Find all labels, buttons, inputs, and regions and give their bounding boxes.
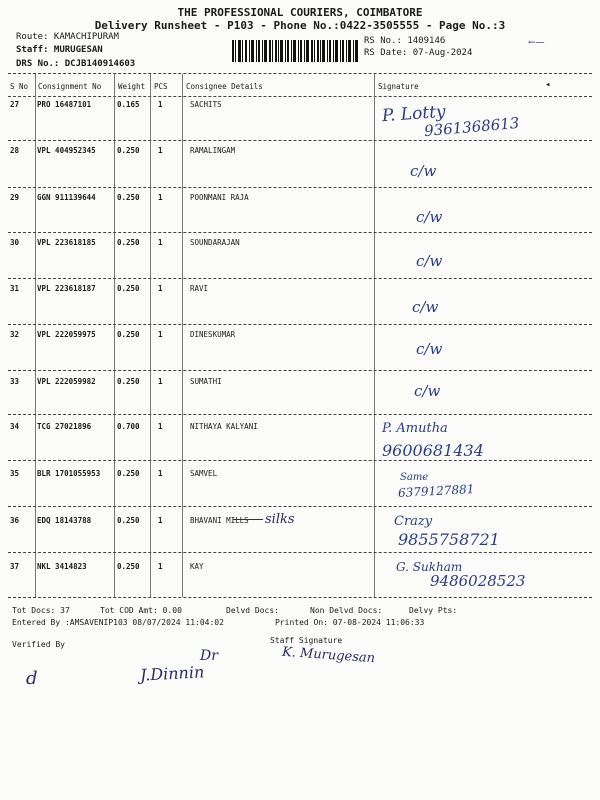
row-consignment: VPL 222059982 [37,377,96,386]
row-consignee: NITHAYA KALYANI [190,422,258,431]
row-weight: 0.250 [117,238,140,247]
row-signature: P. Lotty [381,101,447,127]
row-consignee: SACHITS [190,100,222,109]
row-consignee: SAMVEL [190,469,218,478]
col-separator [114,74,115,597]
row-signature: Same [400,472,429,483]
row-divider [8,506,592,507]
row-weight: 0.250 [117,146,140,155]
verified-initial-mark: d [26,668,38,689]
row-sno: 33 [10,377,20,386]
row-weight: 0.250 [117,516,140,525]
row-divider [8,187,592,188]
row-consignment: VPL 223618187 [37,284,96,293]
staff-signature-label: Staff Signature [270,636,343,645]
row-signature: P. Amutha [382,421,448,436]
row-pcs: 1 [158,377,163,386]
table-top-rule [8,73,592,74]
row-signature: c/w [416,252,443,270]
row-weight: 0.165 [117,100,140,109]
row-consignment: GGN 911139644 [37,193,96,202]
col-header-pcs: PCS [154,82,168,91]
route: Route: KAMACHIPURAM [16,32,119,42]
row-pcs: 1 [158,469,163,478]
row-weight: 0.700 [117,422,140,431]
row-consignment: BLR 1701055953 [37,469,101,478]
document-subtitle: Delivery Runsheet - P103 - Phone No.:0422-3505555 - Page No.:3 [94,19,506,32]
row-consignee-note: silks [265,512,295,527]
row-sno: 37 [10,562,20,571]
row-consignment: PRO 16487101 [37,100,92,109]
drs-number: DRS No.: DCJB140914603 [16,59,136,69]
barcode [232,40,358,62]
row-signature-phone: 6379127881 [397,482,475,500]
row-weight: 0.250 [117,377,140,386]
row-signature: c/w [414,382,441,400]
row-sno: 27 [10,100,20,109]
delivered-docs: Delvd Docs: [226,606,279,615]
row-divider [8,278,592,279]
verified-signature-top: Dr [200,648,218,664]
row-consignee: KAY [190,562,204,571]
verified-by-label: Verified By [12,640,65,649]
row-signature: c/w [412,298,439,316]
col-header-sno: S No [10,82,29,91]
total-cod-amount: Tot COD Amt: 0.00 [100,606,182,615]
row-weight: 0.250 [117,284,140,293]
row-signature: Crazy [394,514,433,529]
entered-by: Entered By :AMSAVENIP103 08/07/2024 11:04:02 [12,618,224,627]
col-header-consignment: Consignment No [38,82,102,91]
row-consignment: EDQ 18143788 [37,516,92,525]
strike-through [233,519,263,520]
row-consignee: SOUNDARAJAN [190,238,240,247]
row-consignee: SUMATHI [190,377,222,386]
row-pcs: 1 [158,562,163,571]
row-sno: 31 [10,284,20,293]
row-consignment: TCG 27021896 [37,422,92,431]
row-signature-phone: 9361368613 [423,113,521,141]
col-header-signature: Signature [378,82,419,91]
row-pcs: 1 [158,516,163,525]
row-signature-phone: 9855758721 [398,530,500,549]
row-sno: 36 [10,516,20,525]
staff: Staff: MURUGESAN [16,45,103,55]
row-sno: 32 [10,330,20,339]
row-consignee: DINESKUMAR [190,330,236,339]
row-consignment: VPL 222059975 [37,330,96,339]
total-docs: Tot Docs: 37 [12,606,70,615]
row-divider [8,232,592,233]
row-sno: 30 [10,238,20,247]
col-header-consignee: Consignee Details [186,82,263,91]
row-pcs: 1 [158,330,163,339]
row-weight: 0.250 [117,562,140,571]
pen-dot-mark: ◂ [545,80,551,90]
row-consignee: RAMALINGAM [190,146,236,155]
col-header-weight: Weight [118,82,146,91]
row-divider [8,140,592,141]
col-separator [374,74,375,597]
row-pcs: 1 [158,193,163,202]
row-signature-phone: 9486028523 [430,572,526,590]
table-bottom-rule [8,597,592,598]
row-sno: 34 [10,422,20,431]
row-consignee: RAVI [190,284,209,293]
row-divider [8,324,592,325]
col-separator [35,74,36,597]
row-weight: 0.250 [117,469,140,478]
row-divider [8,552,592,553]
row-weight: 0.250 [117,193,140,202]
row-consignment: NKL 3414823 [37,562,87,571]
row-divider [8,460,592,461]
row-sno: 35 [10,469,20,478]
col-separator [150,74,151,597]
row-consignee: POONMANI RAJA [190,193,249,202]
table-header-rule [8,96,592,97]
row-consignment: VPL 223618185 [37,238,96,247]
verified-signature: J.Dinnin [139,662,205,685]
rs-date: RS Date: 07-Aug-2024 [364,48,473,58]
document-title: THE PROFESSIONAL COURIERS, COIMBATORE [177,6,423,19]
rs-number: RS No.: 1409146 [364,36,446,46]
row-sno: 28 [10,146,20,155]
row-pcs: 1 [158,238,163,247]
row-sno: 29 [10,193,20,202]
row-divider [8,370,592,371]
delivery-points: Delvy Pts: [409,606,458,615]
non-delivered-docs: Non Delvd Docs: [310,606,383,615]
row-signature-phone: 9600681434 [382,441,484,460]
row-pcs: 1 [158,146,163,155]
row-pcs: 1 [158,100,163,109]
row-pcs: 1 [158,422,163,431]
row-consignee: BHAVANI MILLS [190,516,249,525]
printed-on: Printed On: 07-08-2024 11:06:33 [275,618,425,627]
row-signature: c/w [416,340,443,358]
col-separator [182,74,183,597]
row-signature: c/w [416,208,443,226]
row-pcs: 1 [158,284,163,293]
row-divider [8,414,592,415]
row-weight: 0.250 [117,330,140,339]
corner-pen-mark: ←— [528,38,545,48]
row-consignment: VPL 404952345 [37,146,96,155]
staff-signature: K. Murugesan [281,644,376,667]
row-signature: G. Sukham [396,560,463,574]
row-signature: c/w [410,162,437,180]
